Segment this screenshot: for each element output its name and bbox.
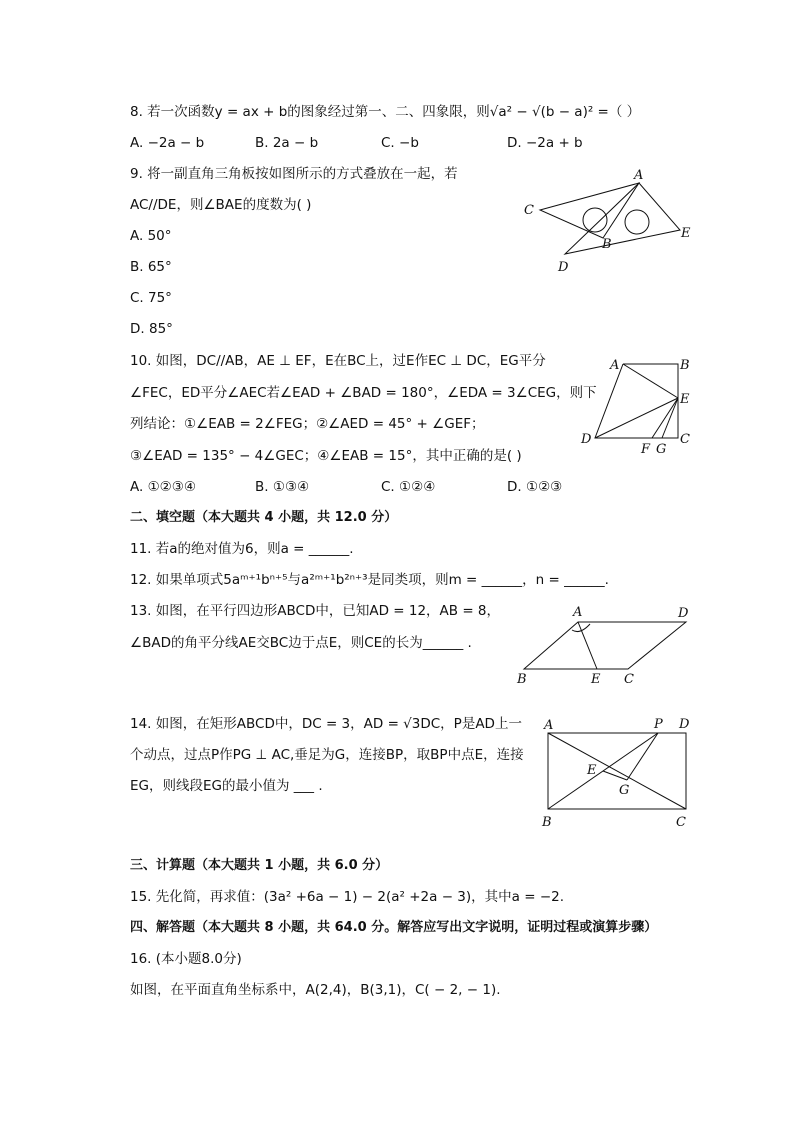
q13-label-a: A xyxy=(573,605,583,620)
q14-pg xyxy=(627,733,658,780)
q10-option-c: C. ①②④ xyxy=(381,479,436,495)
q9-label-b: B xyxy=(602,237,612,252)
q13-label-e: E xyxy=(591,672,601,687)
q16-body: 如图，在平面直角坐标系中，A(2,4)，B(3,1)，C( − 2, − 1). xyxy=(130,982,501,998)
q14-label-d: D xyxy=(679,717,690,732)
q14-label-c: C xyxy=(676,815,686,830)
q14-stem-line3: EG，则线段EG的最小值为 ___ . xyxy=(130,778,323,794)
q12: 12. 如果单项式5aᵐ⁺¹bⁿ⁺⁵与a²ᵐ⁺¹b²ⁿ⁺³是同类项，则m = ______，n = ______. xyxy=(130,572,609,588)
q14-label-e: E xyxy=(587,763,597,778)
q10-label-d: D xyxy=(581,432,592,447)
section-3-heading: 三、计算题（本大题共 1 小题，共 6.0 分） xyxy=(130,858,389,873)
q9-option-b: B. 65° xyxy=(130,259,172,275)
section-4-heading: 四、解答题（本大题共 8 小题，共 64.0 分。解答应写出文字说明，证明过程或演算步骤） xyxy=(130,920,658,935)
q15: 15. 先化简，再求值：(3a² +6a − 1) − 2(a² +2a − 3)，其中a = −2. xyxy=(130,889,565,905)
q13-label-c: C xyxy=(624,672,634,687)
q8-stem: 8. 若一次函数y = ax + b的图象经过第一、二、四象限，则√a² − √(b − a)² =（ ） xyxy=(130,104,641,120)
q14-label-g: G xyxy=(619,783,630,798)
q14-label-p: P xyxy=(654,717,663,732)
q14-stem-line1: 14. 如图，在矩形ABCD中，DC = 3，AD = √3DC，P是AD上一 xyxy=(130,716,522,732)
q10-label-g: G xyxy=(656,442,667,457)
q13-stem-line1: 13. 如图，在平行四边形ABCD中，已知AD = 12，AB = 8， xyxy=(130,603,501,619)
q10-label-f: F xyxy=(641,442,651,457)
q9-option-d: D. 85° xyxy=(130,321,173,337)
q9-label-e: E xyxy=(681,226,691,241)
q14-eg xyxy=(603,771,627,780)
q13-stem-line2: ∠BAD的角平分线AE交BC边于点E，则CE的长为______ . xyxy=(130,635,472,651)
q9-option-c: C. 75° xyxy=(130,290,172,306)
q10-stem-line1: 10. 如图，DC//AB，AE ⊥ EF，E在BC上，过E作EC ⊥ DC，EG平分 xyxy=(130,353,546,369)
q9-label-d: D xyxy=(558,260,569,275)
q9-stem-line2: AC//DE，则∠BAE的度数为( ) xyxy=(130,197,312,213)
q8-option-c: C. −b xyxy=(381,135,419,151)
q10-stem-line3: 列结论：①∠EAB = 2∠FEG；②∠AED = 45° + ∠GEF； xyxy=(130,416,485,432)
q10-option-a: A. ①②③④ xyxy=(130,479,196,495)
q9-option-a: A. 50° xyxy=(130,228,172,244)
q10-stem-line2: ∠FEC，ED平分∠AEC若∠EAD + ∠BAD = 180°，∠EDA = 3∠CEG，则下 xyxy=(130,385,597,401)
q16-head: 16. (本小题8.0分) xyxy=(130,951,242,967)
q10-label-a: A xyxy=(610,358,620,373)
q8-option-a: A. −2a − b xyxy=(130,135,205,151)
q10-label-c: C xyxy=(680,432,690,447)
q14-stem-line2: 个动点，过点P作PG ⊥ AC,垂足为G，连接BP，取BP中点E，连接 xyxy=(130,747,524,763)
q9-label-a: A xyxy=(634,168,644,183)
q10-option-b: B. ①③④ xyxy=(255,479,310,495)
q13-label-d: D xyxy=(678,606,689,621)
section-2-heading: 二、填空题（本大题共 4 小题，共 12.0 分） xyxy=(130,510,398,525)
q9-label-c: C xyxy=(524,203,534,218)
q8-option-d: D. −2a + b xyxy=(507,135,583,151)
q10-stem-line4: ③∠EAD = 135° − 4∠GEC；④∠EAB = 15°，其中正确的是( ) xyxy=(130,448,522,464)
q14-ac xyxy=(548,733,686,809)
q9-stem-line1: 9. 将一副直角三角板按如图所示的方式叠放在一起，若 xyxy=(130,166,458,182)
q10-label-e: E xyxy=(680,392,690,407)
q10-option-d: D. ①②③ xyxy=(507,479,563,495)
q8-option-b: B. 2a − b xyxy=(255,135,319,151)
q14-label-a: A xyxy=(544,718,554,733)
q13-label-b: B xyxy=(517,672,527,687)
q14-label-b: B xyxy=(542,815,552,830)
q10-label-b: B xyxy=(680,358,690,373)
q11: 11. 若a的绝对值为6，则a = ______. xyxy=(130,541,354,557)
